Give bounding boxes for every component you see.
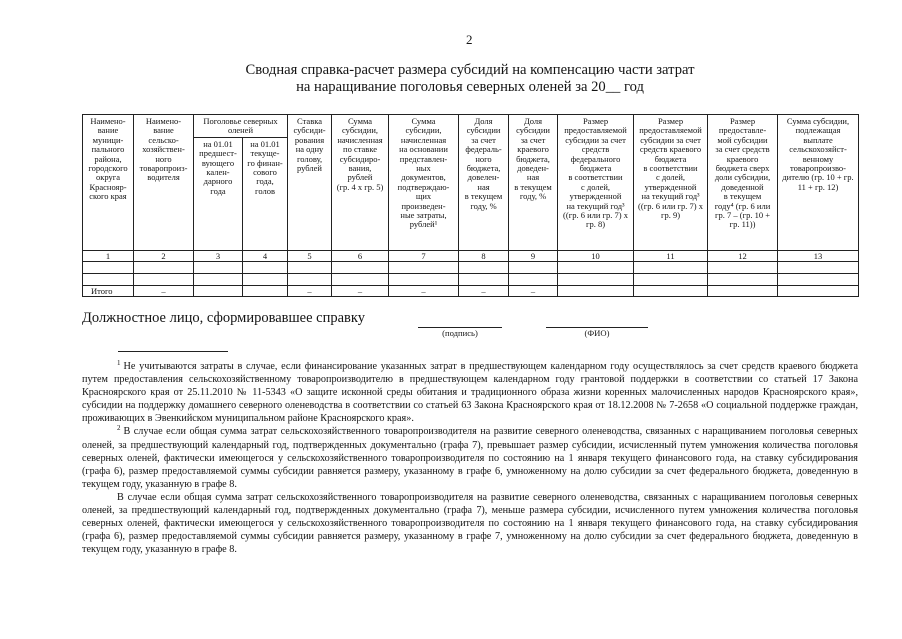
header-federal-share: Доля субсидии за счет федераль- ного бюджета, довелен- ная в текущем году, % (459, 115, 509, 251)
column-number: 5 (288, 250, 332, 261)
total-cell (708, 285, 778, 296)
column-number: 1 (83, 250, 134, 261)
table-cell-empty (288, 261, 332, 273)
table-cell-empty (83, 273, 134, 285)
header-regional-share: Доля субсидии за счет краевого бюджета, доведен- ная в текущем году, % (509, 115, 558, 251)
table-cell-empty (134, 261, 194, 273)
table-cell-empty (634, 261, 708, 273)
footnote-paragraph-3: В случае если общая сумма затрат сельскохозяйственного товаропроизводителя на развитие северного оленеводства, связанных с наращиванием поголовья северных оленей, за предшествующий календарный год, подтвержденных документально (графа 7), меньше размера субсидии, исчисленного путем умножения количества поголовья северных оленей, фактически имеющегося у сельскохозяйственного товаропроизводителя по состоянию на 1 января текущего финансового года, на ставку субсидирования (графа 6), размер предоставляемой суммы субсидии равняется размеру, указанному в графе 7, умноженному на долю субсидии за счет федерального бюджета, доведенную в текущем году, указанную в графе 8. (82, 491, 858, 556)
summary-table (82, 114, 859, 297)
table-row (83, 261, 859, 273)
total-cell (558, 285, 634, 296)
footnote-marker: 2 (117, 424, 121, 433)
header-regional-amount: Размер предоставляемой субсидии за счет средств краевого бюджета в соответствии с долей, утвержденной на текущий год³ ((гр. 6 или гр. 7) х гр. 9) (634, 115, 708, 251)
header-federal-amount: Размер предоставляемой субсидии за счет средств федерального бюджета в соответствии с долей, утвержденной на текущий год³ ((гр. 6 или гр. 7) х гр. 8) (558, 115, 634, 251)
document-title (160, 62, 780, 96)
total-cell (243, 285, 288, 296)
page-number: 2 (466, 32, 473, 47)
total-cell: – (134, 285, 194, 296)
column-number: 9 (509, 250, 558, 261)
footnote-1 (82, 360, 858, 425)
column-number-row (83, 250, 859, 261)
title-line-2: на наращивание поголовья северных оленей за 20__ год (296, 79, 644, 95)
table-cell-empty (708, 273, 778, 285)
table-cell-empty (778, 273, 859, 285)
header-subsidy-by-rate: Сумма субсидии, начисленная по ставке субсидиро- вания, рублей (гр. 4 х гр. 5) (332, 115, 389, 251)
footnote-text: Не учитываются затраты в случае, если финансирование указанных затрат в предшествующем календарном году осуществлялось за счет средств краевого бюджета путем предоставления сельскохозяйственному товаропроизводителю в предшествующем календарном году грантовой поддержки в соответствии со статьей 17 Закона Красноярского края от 25.11.2010 № 11-5343 «О защите исконной среды обитания и традиционного образа жизни коренных малочисленных народов Красноярского края», субсидии на поддержку домашнего северного оленеводства в соответствии со статьей 63 Закона Красноярского края от 18.12.2008 № 7-2658 «О социальной поддержке граждан, проживающих в Эвенкийском муниципальном районе Красноярского края». (82, 361, 858, 425)
total-cell: – (389, 285, 459, 296)
table-cell-empty (558, 273, 634, 285)
footnote-2 (82, 425, 858, 490)
header-reindeer-group: Поголовье северных оленей (194, 115, 288, 138)
total-cell: – (459, 285, 509, 296)
table-cell-empty (332, 261, 389, 273)
table-cell-empty (708, 261, 778, 273)
total-cell (194, 285, 243, 296)
table-cell-empty (194, 261, 243, 273)
table-cell-empty (389, 273, 459, 285)
table-cell-empty (389, 261, 459, 273)
column-number: 6 (332, 250, 389, 261)
total-cell: – (288, 285, 332, 296)
total-label: Итого (83, 285, 134, 296)
table-cell-empty (243, 273, 288, 285)
header-reindeer-prev-year: на 01.01 предшест- вующего кален- дарного года (194, 137, 243, 250)
footnotes (82, 360, 858, 556)
total-cell: – (332, 285, 389, 296)
header-subsidy-by-documents: Сумма субсидии, начисленная на основании представлен- ных документов, подтверждаю- щих произведен- ные затраты, рублей¹ (389, 115, 459, 251)
table-cell-empty (194, 273, 243, 285)
signature-caption: (подпись) (442, 328, 478, 338)
column-number: 13 (778, 250, 859, 261)
title-line-1: Сводная справка-расчет размера субсидий на компенсацию части затрат (245, 62, 695, 78)
table-cell-empty (332, 273, 389, 285)
table-cell-empty (243, 261, 288, 273)
column-number: 4 (243, 250, 288, 261)
official-label: Должностное лицо, сформировавшее справку (82, 310, 365, 326)
column-number: 7 (389, 250, 459, 261)
header-payable-total: Сумма субсидии, подлежащая выплате сельскохозяйст- венному товаропроизво- дителю (гр. 10 + гр. 11 + гр. 12) (778, 115, 859, 251)
total-cell: – (509, 285, 558, 296)
header-municipality: Наимено- вание муници- пального района, городского округа Краснояр- ского края (83, 115, 134, 251)
table-cell-empty (634, 273, 708, 285)
table-row (83, 273, 859, 285)
column-number: 11 (634, 250, 708, 261)
column-number: 2 (134, 250, 194, 261)
column-number: 12 (708, 250, 778, 261)
footnote-text: В случае если общая сумма затрат сельскохозяйственного товаропроизводителя на развитие северного оленеводства, связанных с наращиванием поголовья северных оленей, за предшествующий календарный год, подтвержденных документально (графа 7), превышает размер субсидии, исчисленный путем умножения количества поголовья северных оленей, фактически имеющегося у сельскохозяйственного товаропроизводителя по состоянию на 1 января текущего финансового года, на ставку субсидирования (графа 6), размер предоставляемой суммы субсидии равняется размеру, указанному в графе 6, умноженному на долю субсидии за счет федерального бюджета, доведенную в текущем году, указанную в графе 8. (82, 426, 858, 490)
table-cell-empty (83, 261, 134, 273)
column-number: 10 (558, 250, 634, 261)
table-cell-empty (459, 273, 509, 285)
table-cell-empty (134, 273, 194, 285)
table-cell-empty (288, 273, 332, 285)
total-cell (778, 285, 859, 296)
header-reindeer-current-year: на 01.01 текуще- го финан- сового года, голов (243, 137, 288, 250)
table-cell-empty (778, 261, 859, 273)
total-cell (634, 285, 708, 296)
name-caption: (ФИО) (584, 328, 610, 338)
header-rate: Ставка субсиди- рования на одну голову, рублей (288, 115, 332, 251)
footnote-marker: 1 (117, 359, 121, 367)
footnote-separator (118, 351, 228, 352)
table-header-row (83, 115, 859, 138)
header-regional-extra-amount: Размер предоставле- мой субсидии за счет средств краевого бюджета сверх доли субсидии, доведенной в текущем году⁴ (гр. 6 или гр. 7 – (гр. 10 + гр. 11)) (708, 115, 778, 251)
column-number: 3 (194, 250, 243, 261)
column-number: 8 (459, 250, 509, 261)
table-cell-empty (509, 261, 558, 273)
header-producer: Наимено- вание сельско- хозяйствен- ного товаропроиз- водителя (134, 115, 194, 251)
table-cell-empty (558, 261, 634, 273)
table-cell-empty (459, 261, 509, 273)
total-row (83, 285, 859, 296)
table-cell-empty (509, 273, 558, 285)
